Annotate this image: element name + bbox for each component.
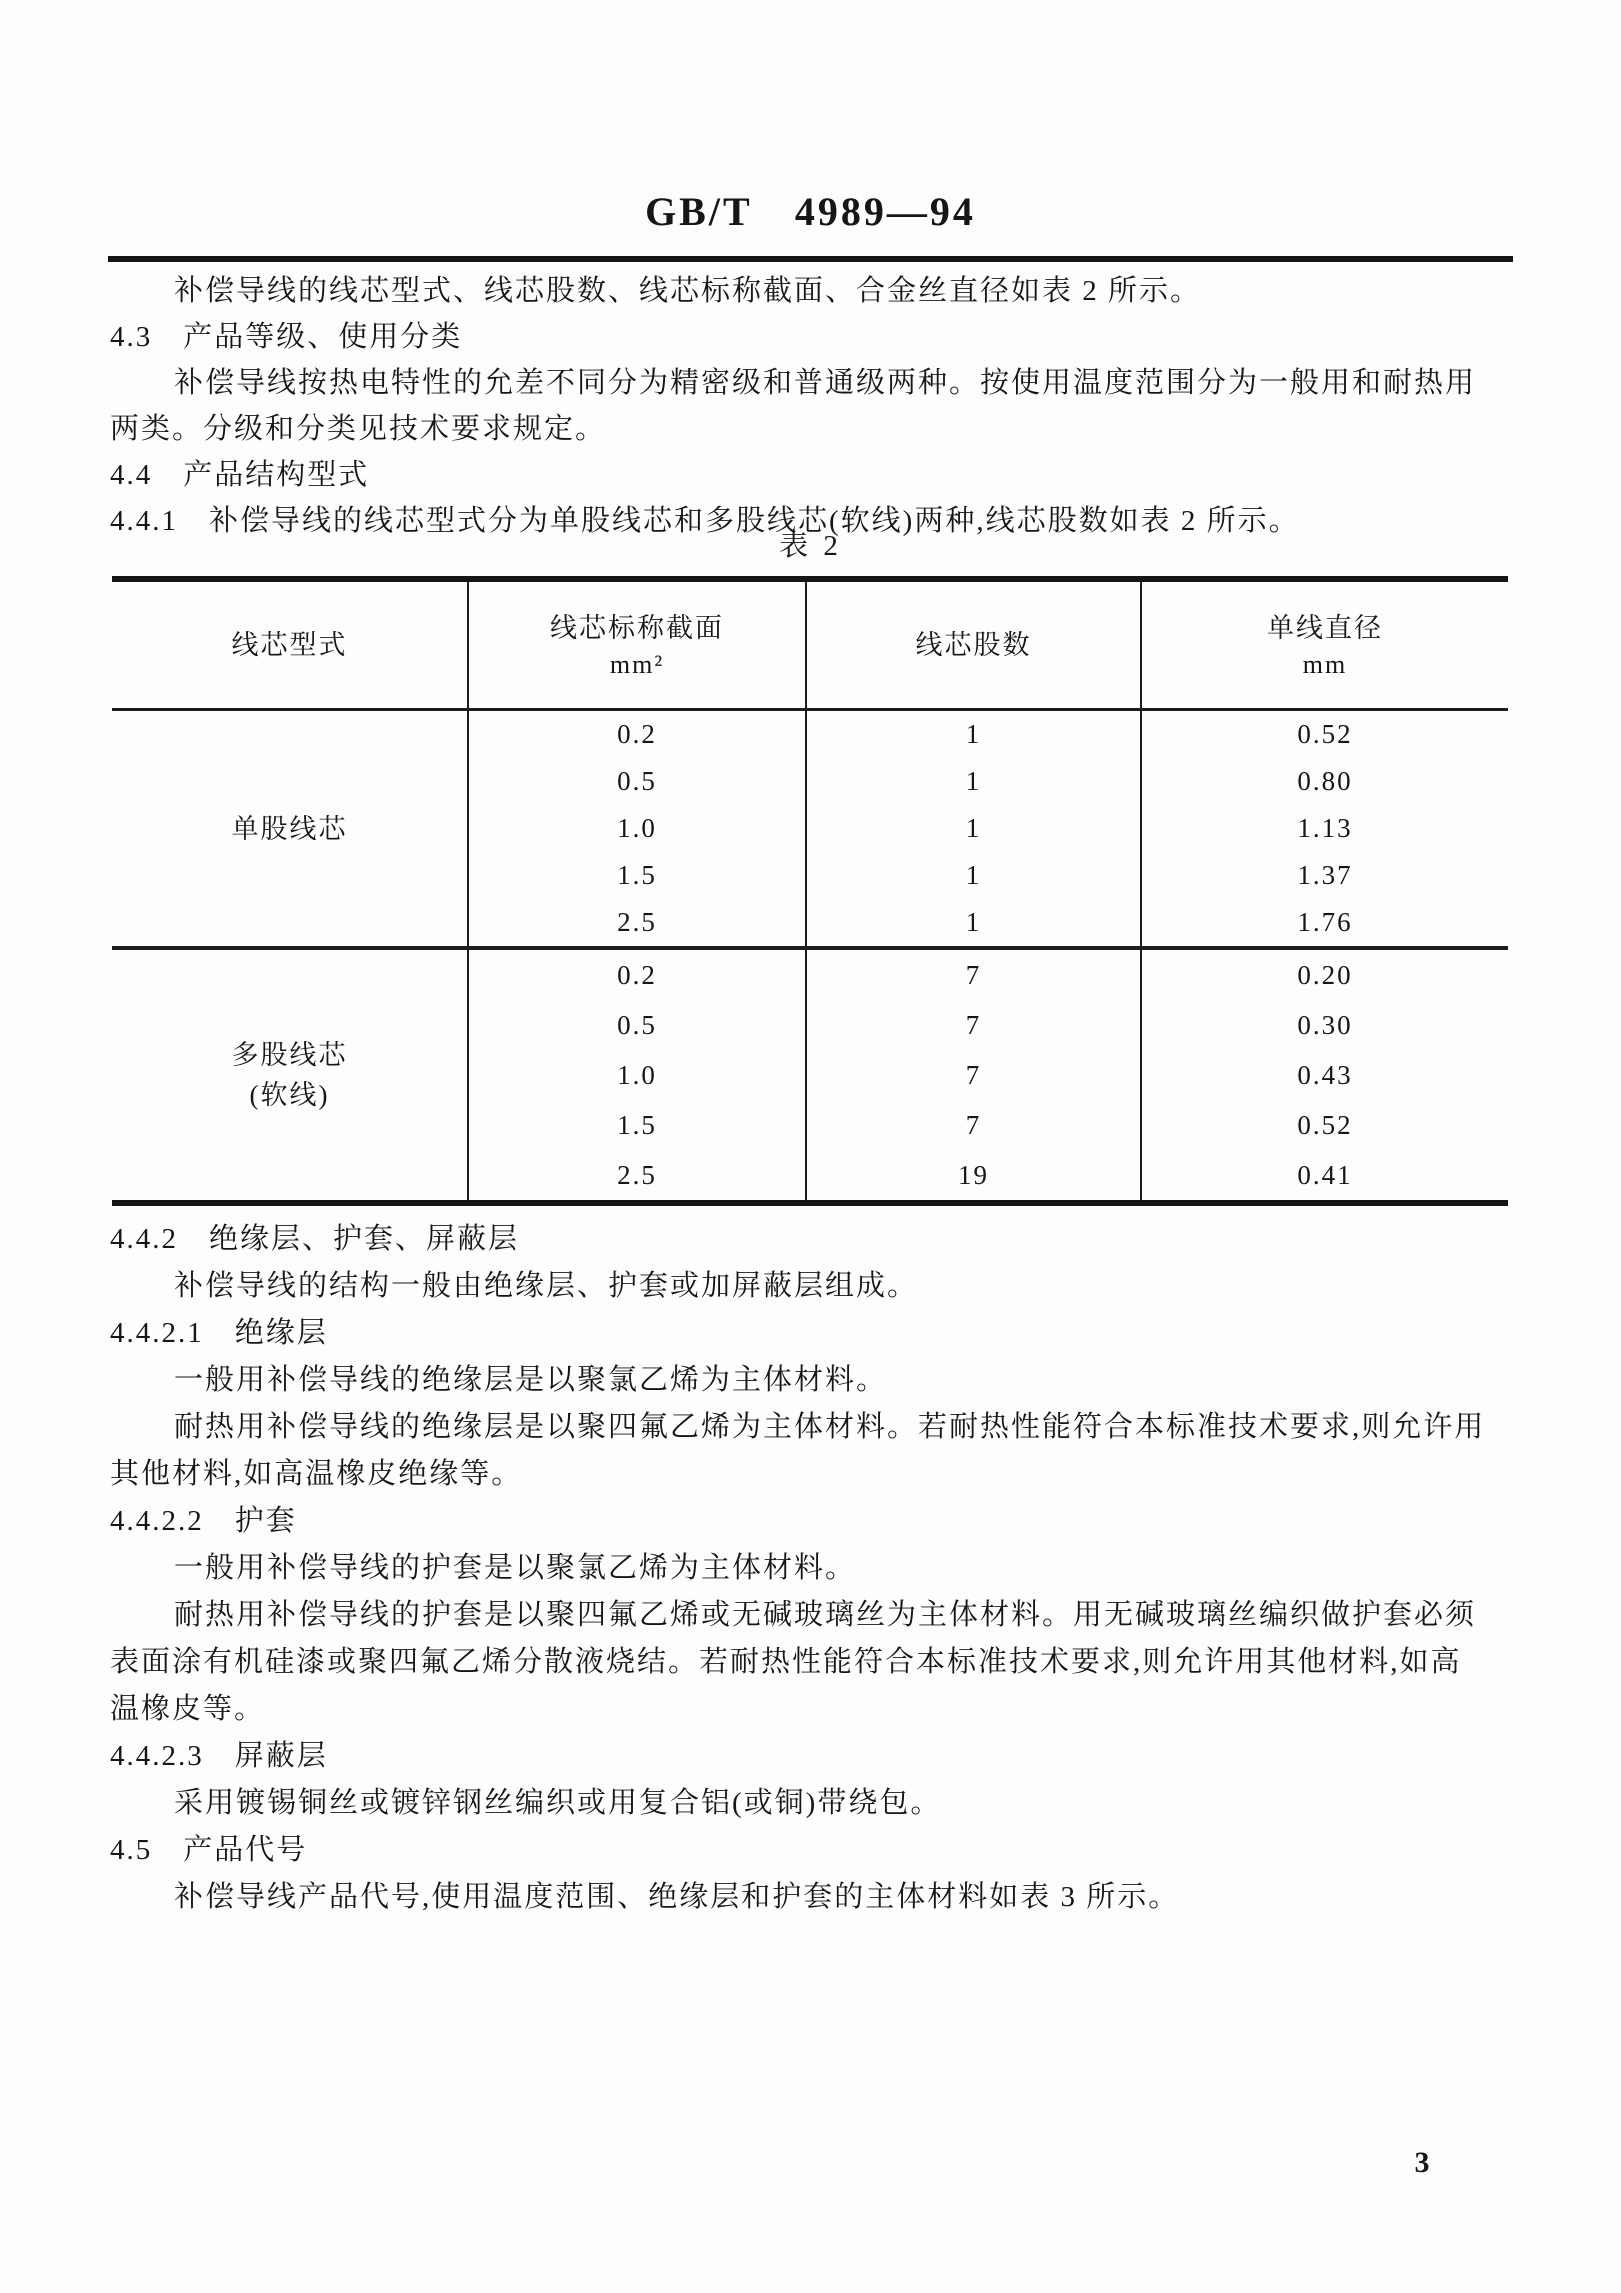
column-unit: mm² (609, 650, 665, 679)
table-cell: 1 (806, 852, 1141, 899)
column-title: 线芯标称截面 (550, 613, 724, 643)
clause-heading-4-4-2-2: 4.4.2.2 护套 (110, 1505, 297, 1537)
column-unit: mm (1302, 650, 1348, 679)
table-cell: 0.2 (468, 948, 806, 1000)
clause-heading-4-4-2-1: 4.4.2.1 绝缘层 (110, 1317, 328, 1349)
table-cell: 1.5 (468, 852, 806, 899)
column-header-strand-count (806, 579, 1141, 710)
table-cell: 2.5 (468, 1150, 806, 1203)
row-group-label-single-core (112, 710, 468, 949)
paragraph-line: 一般用补偿导线的绝缘层是以聚氯乙烯为主体材料。 (174, 1364, 888, 1396)
clause-heading-4-4-2-3: 4.4.2.3 屏蔽层 (110, 1740, 328, 1772)
table-cell: 1 (806, 805, 1141, 852)
pre-table-paragraphs (110, 268, 1514, 544)
column-header-nominal-section (468, 579, 806, 710)
paragraph-line: 温橡皮等。 (110, 1693, 266, 1725)
clause-heading-4-4: 4.4 产品结构型式 (110, 459, 370, 491)
table-cell: 0.41 (1297, 1159, 1353, 1190)
table-cell: 7 (806, 948, 1141, 1000)
table-cell: 0.20 (1297, 959, 1353, 990)
table-cell: 1.0 (468, 805, 806, 852)
clause-heading-4-4-2: 4.4.2 绝缘层、护套、屏蔽层 (110, 1223, 520, 1255)
table-cell: 1.37 (1297, 860, 1353, 890)
table-cell: 7 (806, 1100, 1141, 1150)
table-cell: 1.76 (1141, 899, 1508, 948)
table-caption: 表 2 (779, 530, 842, 562)
paragraph-line: 一般用补偿导线的护套是以聚氯乙烯为主体材料。 (174, 1552, 857, 1584)
header-rule (108, 256, 1513, 262)
group-label-text: 单股线芯 (231, 813, 348, 844)
column-title: 单线直径 (1267, 613, 1383, 643)
clause-heading-4-5: 4.5 产品代号 (110, 1834, 308, 1866)
table-cell: 2.5 (468, 899, 806, 948)
table-cell: 0.52 (1297, 719, 1353, 749)
table-cell: 1.0 (468, 1050, 806, 1100)
paragraph-line: 补偿导线按热电特性的允差不同分为精密级和普通级两种。按使用温度范围分为一般用和耐热用 (174, 367, 1477, 399)
table-cell: 0.43 (1297, 1059, 1353, 1090)
paragraph-line: 补偿导线产品代号,使用温度范围、绝缘层和护套的主体材料如表 3 所示。 (174, 1881, 1180, 1913)
column-title: 线芯股数 (915, 630, 1032, 660)
table-cell: 0.5 (468, 758, 806, 805)
table-header-row (112, 579, 1508, 710)
table-row (112, 710, 1508, 759)
column-header-core-type (112, 579, 468, 710)
table-cell: 1 (806, 710, 1141, 759)
column-header-wire-diameter (1141, 579, 1508, 710)
table-cell: 7 (806, 1000, 1141, 1050)
paragraph-line: 采用镀锡铜丝或镀锌钢丝编织或用复合铝(或铜)带绕包。 (174, 1787, 942, 1819)
table-cell: 0.30 (1297, 1009, 1353, 1040)
paragraph-line: 两类。分级和分类见技术要求规定。 (110, 413, 607, 445)
table-cell: 1.5 (468, 1100, 806, 1150)
row-group-label-multi-core (112, 948, 468, 1203)
paragraph-line: 补偿导线的结构一般由绝缘层、护套或加屏蔽层组成。 (174, 1270, 919, 1302)
paragraph-line: 耐热用补偿导线的绝缘层是以聚四氟乙烯为主体材料。若耐热性能符合本标准技术要求,则允许用 (174, 1411, 1486, 1443)
table-cell: 0.5 (468, 1000, 806, 1050)
table-cell: 7 (806, 1050, 1141, 1100)
column-title: 线芯型式 (231, 630, 348, 660)
clause-heading-4-4-1: 4.4.1 补偿导线的线芯型式分为单股线芯和多股线芯(软线)两种,线芯股数如表 2 所示。 (110, 505, 1300, 537)
post-table-paragraphs (110, 1216, 1514, 1921)
table-cell: 0.2 (468, 710, 806, 759)
table-row (112, 948, 1508, 1000)
table-cell: 1 (806, 758, 1141, 805)
table-cell: 1 (806, 899, 1141, 948)
core-spec-table (112, 576, 1508, 1206)
table-cell: 0.52 (1297, 1109, 1353, 1140)
group-label-text: 多股线芯 (231, 1040, 348, 1070)
group-label-text: (软线) (249, 1080, 330, 1110)
paragraph-line: 耐热用补偿导线的护套是以聚四氟乙烯或无碱玻璃丝为主体材料。用无碱玻璃丝编织做护套必须 (174, 1599, 1477, 1631)
standard-number: GB/T 4989—94 (645, 189, 976, 234)
clause-heading-4-3: 4.3 产品等级、使用分类 (110, 321, 463, 353)
table-cell: 0.80 (1297, 766, 1353, 796)
paragraph-line: 其他材料,如高温橡皮绝缘等。 (110, 1458, 523, 1490)
paragraph-line: 补偿导线的线芯型式、线芯股数、线芯标称截面、合金丝直径如表 2 所示。 (174, 275, 1202, 307)
page-number: 3 (1414, 2146, 1430, 2179)
table-cell: 1.13 (1297, 813, 1353, 843)
paragraph-line: 表面涂有机硅漆或聚四氟乙烯分散液烧结。若耐热性能符合本标准技术要求,则允许用其他材料,如高 (110, 1646, 1462, 1678)
table-cell: 19 (806, 1150, 1141, 1203)
